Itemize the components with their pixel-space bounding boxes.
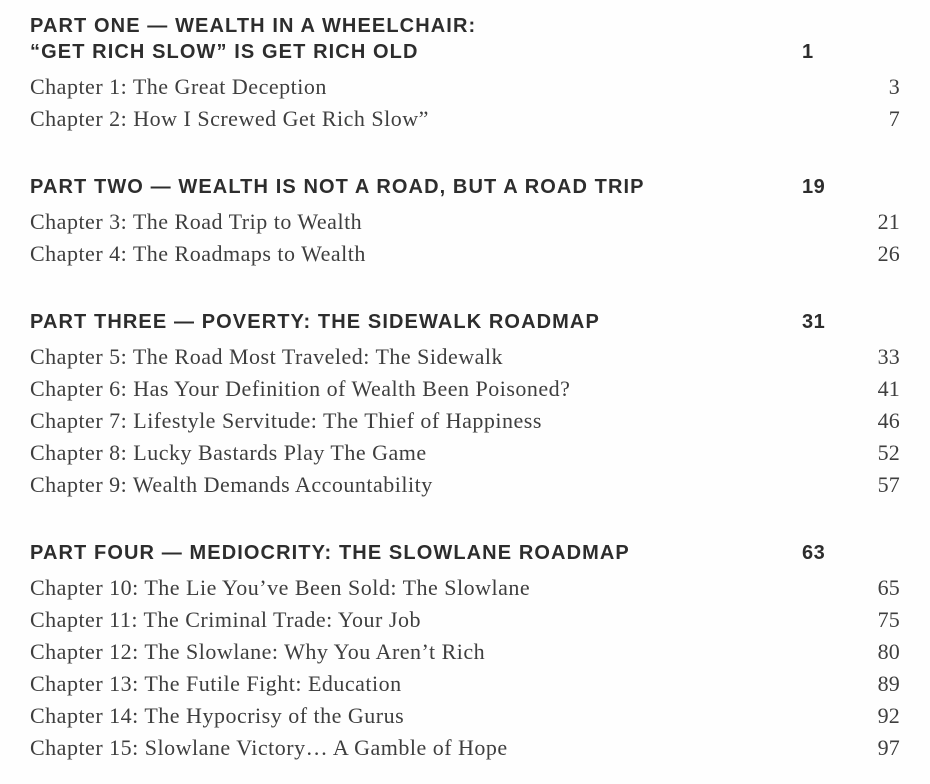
chapter-page-number: 57 <box>877 472 900 497</box>
part-title-line: PART ONE — WEALTH IN A WHEELCHAIR: <box>30 15 477 37</box>
chapter-list <box>30 341 900 501</box>
part-title-line: “GET RICH SLOW” IS GET RICH OLD <box>30 41 419 63</box>
part-title <box>30 13 900 65</box>
part-title <box>30 309 900 335</box>
toc-entry <box>30 700 900 732</box>
chapter-page-number: 41 <box>877 376 900 401</box>
toc-entry <box>30 572 900 604</box>
part-page-number: 31 <box>802 311 826 333</box>
part-title-line: PART FOUR — MEDIOCRITY: THE SLOWLANE ROADMAP <box>30 542 630 564</box>
part-heading <box>30 174 900 200</box>
toc-entry <box>30 71 900 103</box>
part-title <box>30 174 900 200</box>
chapter-list <box>30 572 900 764</box>
toc-entry <box>30 405 900 437</box>
chapter-list <box>30 71 900 135</box>
toc-entry <box>30 103 900 135</box>
toc-entry <box>30 206 900 238</box>
chapter-title: Chapter 4: The Roadmaps to Wealth <box>30 241 366 266</box>
toc-entry <box>30 469 900 501</box>
chapter-title: Chapter 1: The Great Deception <box>30 74 327 99</box>
part-heading <box>30 309 900 335</box>
chapter-title: Chapter 11: The Criminal Trade: Your Job <box>30 607 421 632</box>
toc-section <box>30 174 900 270</box>
toc-entry <box>30 636 900 668</box>
toc-entry <box>30 732 900 764</box>
chapter-page-number: 97 <box>877 735 900 760</box>
part-title-line: PART THREE — POVERTY: THE SIDEWALK ROADMAP <box>30 311 600 333</box>
toc-entry <box>30 341 900 373</box>
toc-section-list <box>30 13 900 764</box>
chapter-page-number: 7 <box>888 106 900 131</box>
part-title-line: PART TWO — WEALTH IS NOT A ROAD, BUT A ROAD TRIP <box>30 176 645 198</box>
chapter-title: Chapter 7: Lifestyle Servitude: The Thief of Happiness <box>30 408 542 433</box>
chapter-page-number: 92 <box>877 703 900 728</box>
toc-section <box>30 309 900 501</box>
chapter-title: Chapter 14: The Hypocrisy of the Gurus <box>30 703 405 728</box>
chapter-page-number: 89 <box>877 671 900 696</box>
chapter-page-number: 75 <box>877 607 900 632</box>
toc-entry <box>30 437 900 469</box>
part-title <box>30 540 900 566</box>
chapter-list <box>30 206 900 270</box>
part-page-number: 19 <box>802 176 826 198</box>
chapter-page-number: 80 <box>877 639 900 664</box>
chapter-title: Chapter 2: How I Screwed Get Rich Slow” <box>30 106 429 131</box>
chapter-title: Chapter 6: Has Your Definition of Wealth Been Poisoned? <box>30 376 571 401</box>
chapter-page-number: 21 <box>877 209 900 234</box>
chapter-page-number: 52 <box>877 440 900 465</box>
toc-entry <box>30 668 900 700</box>
part-page-number: 63 <box>802 542 826 564</box>
chapter-page-number: 65 <box>877 575 900 600</box>
chapter-title: Chapter 9: Wealth Demands Accountability <box>30 472 433 497</box>
toc-section <box>30 13 900 135</box>
part-page-number: 1 <box>802 41 814 63</box>
part-heading <box>30 13 900 65</box>
chapter-title: Chapter 10: The Lie You’ve Been Sold: The Slowlane <box>30 575 531 600</box>
chapter-title: Chapter 12: The Slowlane: Why You Aren’t Rich <box>30 639 486 664</box>
chapter-title: Chapter 15: Slowlane Victory… A Gamble of Hope <box>30 735 508 760</box>
chapter-title: Chapter 3: The Road Trip to Wealth <box>30 209 363 234</box>
toc-section <box>30 540 900 764</box>
chapter-title: Chapter 13: The Futile Fight: Education <box>30 671 402 696</box>
chapter-page-number: 26 <box>877 241 900 266</box>
chapter-title: Chapter 5: The Road Most Traveled: The Sidewalk <box>30 344 504 369</box>
chapter-page-number: 3 <box>888 74 900 99</box>
chapter-page-number: 33 <box>877 344 900 369</box>
toc-entry <box>30 604 900 636</box>
toc-entry <box>30 373 900 405</box>
chapter-title: Chapter 8: Lucky Bastards Play The Game <box>30 440 427 465</box>
chapter-page-number: 46 <box>877 408 900 433</box>
toc-entry <box>30 238 900 270</box>
part-heading <box>30 540 900 566</box>
